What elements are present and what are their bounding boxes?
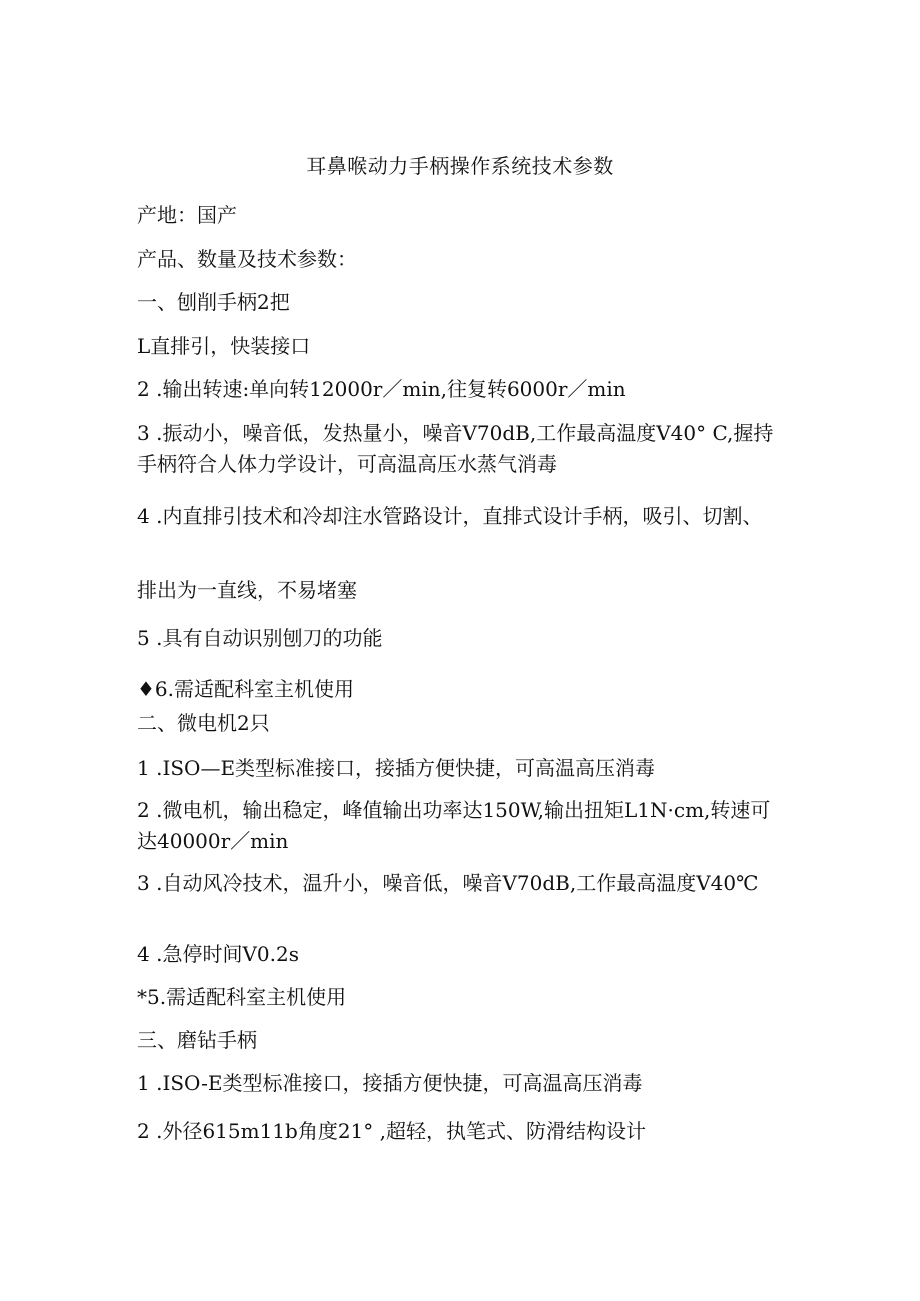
section-1-heading: 一、刨削手柄2把 bbox=[137, 290, 290, 314]
section-2-heading: 二、微电机2只 bbox=[137, 711, 270, 735]
section-2-item-2: 2 .微电机，输出稳定，峰值输出功率达150W,输出扭矩L1N·cm,转速可达40000r／min bbox=[137, 798, 771, 853]
section-3-item-1: 1 .ISO-E类型标准接口，接插方便快捷，可高温高压消毒 bbox=[137, 1071, 643, 1095]
section-1-item-5: 5 .具有自动识别刨刀的功能 bbox=[137, 626, 383, 650]
section-1-item-4-continued: 排出为一直线，不易堵塞 bbox=[137, 578, 357, 602]
section-2-item-1: 1 .ISO—E类型标准接口，接插方便快捷，可高温高压消毒 bbox=[137, 756, 656, 780]
section-2-item-4: 4 .急停时间V0.2s bbox=[137, 942, 299, 966]
section-1-item-3: 3 .振动小，噪音低，发热量小，噪音V70dB,工作最高温度V40° C,握持手柄符合人体力学设计，可高温高压水蒸气消毒 bbox=[137, 421, 774, 476]
products-heading: 产品、数量及技术参数： bbox=[137, 247, 357, 271]
section-1-item-6: ♦6.需适配科室主机使用 bbox=[137, 677, 355, 701]
section-2-item-5: *5.需适配科室主机使用 bbox=[137, 985, 347, 1009]
origin-line: 产地：国产 bbox=[137, 203, 237, 227]
section-3-heading: 三、磨钻手柄 bbox=[137, 1028, 257, 1052]
section-1-item-1: L直排引，快装接口 bbox=[137, 334, 311, 358]
section-2-item-3: 3 .自动风冷技术，温升小，噪音低，噪音V70dB,工作最高温度V40℃ bbox=[137, 871, 759, 895]
section-1-item-2: 2 .输出转速:单向转12000r／min,往复转6000r／min bbox=[137, 377, 626, 401]
section-3-item-2: 2 .外径615m11b角度21° ,超轻，执笔式、防滑结构设计 bbox=[137, 1119, 646, 1143]
section-1-item-4: 4 .内直排引技术和冷却注水管路设计，直排式设计手柄，吸引、切割、 bbox=[137, 504, 763, 528]
document-title: 耳鼻喉动力手柄操作系统技术参数 bbox=[306, 154, 614, 178]
